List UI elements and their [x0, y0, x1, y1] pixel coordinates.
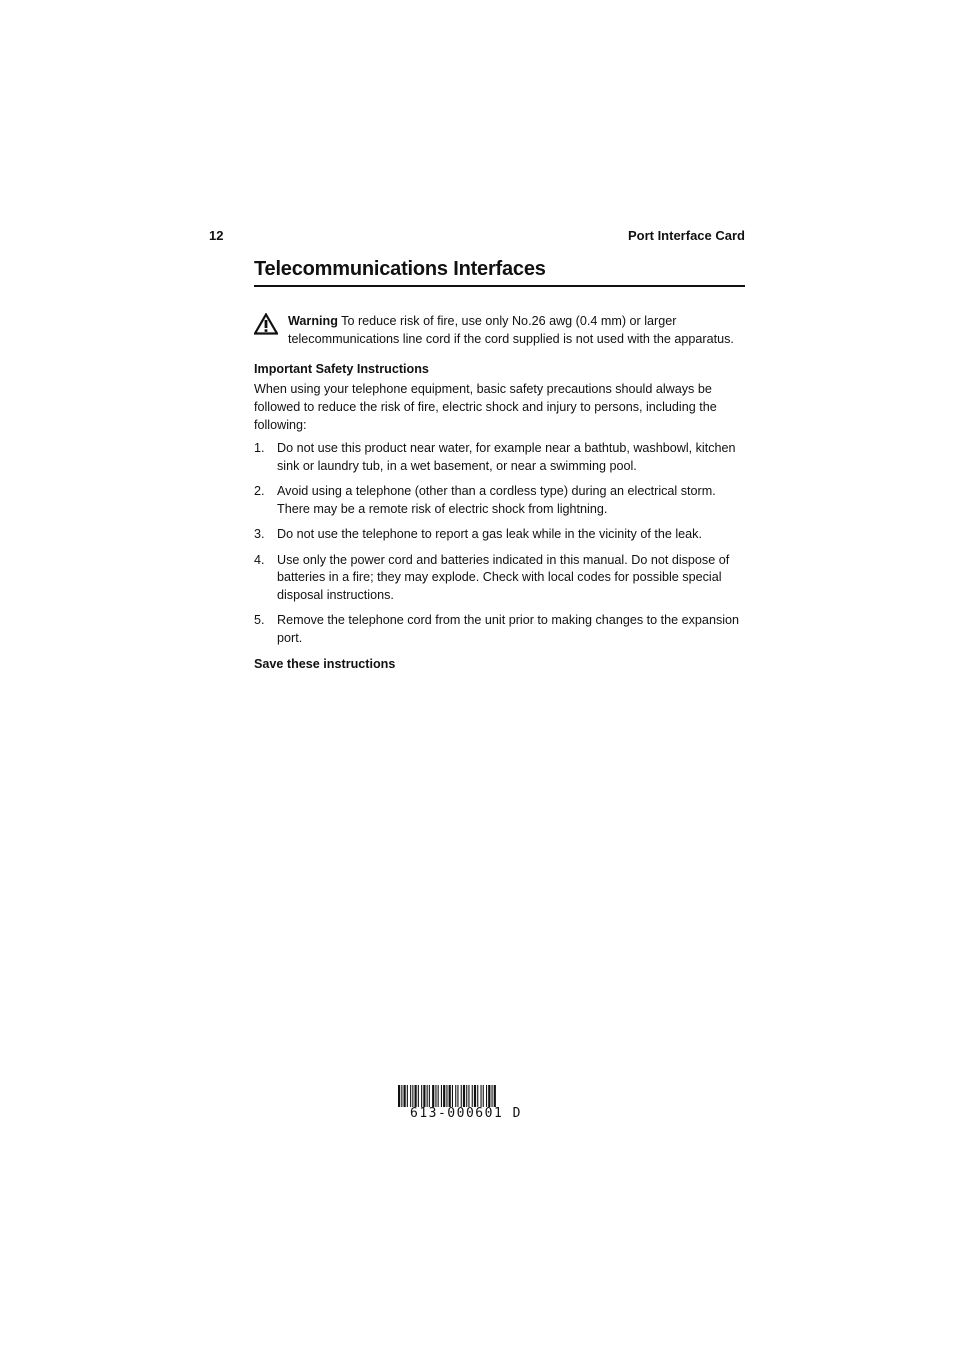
barcode-bar: [468, 1085, 469, 1107]
list-item-text: Do not use the telephone to report a gas leak while in the vicinity of the leak.: [277, 527, 702, 541]
barcode-bar: [488, 1085, 490, 1107]
warning-text: To reduce risk of fire, use only No.26 awg (0.4 mm) or larger telecommunications line cord if the cord supplied is not used with the apparatus.: [288, 314, 734, 346]
safety-intro: When using your telephone equipment, basic safety precautions should always be followed to reduce the risk of fire, electric shock and injury to persons, including the following:: [254, 382, 717, 432]
barcode-bar: [410, 1085, 411, 1107]
barcode: [398, 1085, 558, 1121]
barcode-bar: [435, 1085, 436, 1107]
barcode-bar: [449, 1085, 451, 1107]
barcode-bar: [446, 1085, 447, 1107]
barcode-bar: [486, 1085, 487, 1107]
safety-heading: Important Safety Instructions: [254, 362, 429, 376]
list-item-number: 5.: [254, 613, 265, 627]
barcode-bar: [461, 1085, 462, 1107]
barcode-bar: [418, 1085, 419, 1107]
list-item-number: 2.: [254, 484, 265, 498]
barcode-bar: [438, 1085, 439, 1107]
barcode-bar: [407, 1085, 408, 1107]
barcode-bar: [429, 1085, 430, 1107]
safety-instructions-list: [254, 440, 745, 647]
barcode-bar: [494, 1085, 496, 1107]
page-content: [254, 258, 745, 673]
barcode-bar: [427, 1085, 428, 1107]
barcode-bar: [423, 1085, 425, 1107]
warning-triangle-icon: [254, 313, 278, 335]
barcode-bar: [466, 1085, 467, 1107]
list-item: [254, 483, 745, 518]
list-item-number: 4.: [254, 552, 265, 567]
barcode-bar: [483, 1085, 484, 1107]
barcode-text: 613-000601 D: [410, 1106, 522, 1121]
barcode-bar: [474, 1085, 476, 1107]
barcode-bars: [398, 1085, 558, 1107]
barcode-bar: [432, 1085, 434, 1107]
barcode-bar: [481, 1085, 482, 1107]
barcode-bar: [401, 1085, 402, 1107]
list-item: [254, 552, 745, 605]
barcode-bar: [443, 1085, 445, 1107]
list-item-number: 1.: [254, 441, 265, 455]
page-number: 12: [209, 228, 224, 243]
list-item-text: Do not use this product near water, for example near a bathtub, washbowl, kitchen sink or laundry tub, in a wet basement, or near a swimming pool.: [277, 441, 736, 473]
barcode-bar: [404, 1085, 406, 1107]
barcode-bar: [398, 1085, 400, 1107]
list-item-number: 3.: [254, 527, 265, 541]
list-item: [254, 612, 745, 647]
barcode-bar: [457, 1085, 458, 1107]
barcode-bar: [477, 1085, 478, 1107]
barcode-bar: [492, 1085, 493, 1107]
warning-notice: [254, 312, 745, 348]
closing-note: Save these instructions: [254, 657, 396, 671]
barcode-bar: [412, 1085, 413, 1107]
list-item: [254, 440, 745, 475]
barcode-bar: [472, 1085, 473, 1107]
barcode-bar: [455, 1085, 456, 1107]
barcode-bar: [463, 1085, 465, 1107]
list-item-text: Avoid using a telephone (other than a cordless type) during an electrical storm. There may be a remote risk of electric shock from lightning.: [277, 484, 716, 516]
list-item-text: Use only the power cord and batteries indicated in this manual. Do not dispose of batteries in a fire; they may explode. Check with local codes for possible special disposal instructions.: [277, 552, 730, 602]
barcode-bar: [452, 1085, 453, 1107]
barcode-bar: [441, 1085, 442, 1107]
section-title: Telecommunications Interfaces: [254, 258, 745, 287]
barcode-bar: [421, 1085, 422, 1107]
warning-label: Warning: [288, 314, 338, 328]
barcode-bar: [415, 1085, 417, 1107]
list-item: [254, 526, 745, 544]
running-header: Port Interface Card: [627, 228, 745, 243]
list-item-text: Remove the telephone cord from the unit prior to making changes to the expansion port.: [277, 613, 740, 645]
